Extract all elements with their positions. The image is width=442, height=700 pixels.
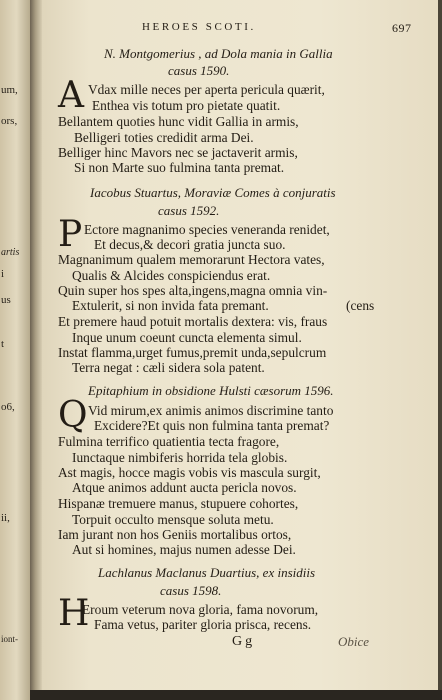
book-gutter [30, 0, 42, 700]
left-fragment: ii, [1, 512, 10, 524]
signature-mark: Gg [232, 634, 256, 649]
verse-line: Enthea vis totum pro pietate quatit. [92, 98, 281, 113]
verse-line: Magnanimum qualem memorarunt Hectora vates, [58, 252, 325, 267]
drop-capital: A [58, 75, 84, 116]
right-page-edge [438, 0, 442, 700]
section-heading: Iacobus Stuartus, Moraviæ Comes à conjuratis [90, 185, 336, 200]
verse-line: Hispanæ tremuere manus, stupuere cohortes, [58, 496, 299, 511]
left-page-edge [0, 0, 30, 700]
left-fragment: iont- [1, 634, 18, 644]
verse-line: Iam jurant non hos Geniis mortalibus ortos, [58, 527, 292, 542]
verse-line: Fama vetus, pariter gloria prisca, recens. [94, 617, 312, 632]
verse-line: Belliger hinc Mavors nec se jactaverit armis, [58, 145, 298, 160]
page [42, 0, 438, 700]
verse-line: Excidere?Et quis non fulmina tanta premat? [94, 418, 330, 433]
verse-line: Iunctaque nimbiferis horrida tela globis. [72, 450, 288, 465]
verse-line: Quin super hos spes alta,ingens,magna omnia vin- [58, 283, 328, 298]
verse-line: Terra negat : cæli sidera sola patent. [72, 360, 265, 375]
verse-line: Qualis & Alcides conspiciendus erat. [72, 268, 271, 283]
left-fragment: artis [1, 247, 20, 258]
verse-line: Atque animos addunt aucta pericla novos. [72, 480, 297, 495]
verse-line: Belligeri toties credidit arma Dei. [74, 130, 254, 145]
catchword: Obice [338, 634, 370, 649]
drop-capital: H [58, 593, 90, 634]
section-heading: casus 1598. [160, 583, 222, 598]
left-fragment: t [1, 338, 5, 350]
verse-line: Vid mirum,ex animis animos discrimine tanto [88, 403, 334, 418]
left-fragment: us [1, 294, 11, 306]
left-fragment: i [1, 268, 5, 280]
verse-line: Torpuit occulto mensque soluta metu. [72, 512, 274, 527]
verse-line: Si non Marte suo fulmina tanta premat. [74, 160, 285, 175]
section-heading: casus 1592. [158, 203, 220, 218]
verse-line: Bellantem quoties hunc vidit Gallia in armis, [58, 114, 299, 129]
drop-capital: Q [58, 395, 88, 436]
verse-line: Et decus,& decori gratia juncta suo. [94, 237, 286, 252]
verse-line: Aut si homines, majus numen adesse Dei. [72, 542, 296, 557]
verse-line: Et premere haud potuit mortalis dextera: vis, fraus [58, 314, 328, 329]
verse-line: Eroum veterum nova gloria, fama novorum, [82, 602, 319, 617]
section-heading: Epitaphium in obsidione Hulsti cæsorum 1596. [88, 383, 334, 398]
left-fragment: ors, [1, 115, 18, 127]
left-fragment: um, [1, 84, 18, 96]
section-heading: N. Montgomerius , ad Dola mania in Gallia [104, 46, 333, 61]
running-head: HEROES SCOTI. [142, 21, 256, 33]
verse-line: Ast magis, hocce magis vobis vis mascula surgit, [58, 465, 321, 480]
verse-line: Inque unum coeunt cuncta elementa simul. [72, 330, 302, 345]
section-heading: Lachlanus Maclanus Duartius, ex insidiis [98, 565, 316, 580]
verse-line: Vdax mille neces per aperta pericula quærit, [88, 82, 325, 97]
drop-capital: P [58, 214, 83, 255]
section-heading: casus 1590. [168, 63, 230, 78]
left-fragment: o6, [1, 401, 15, 413]
verse-line: Ectore magnanimo species veneranda renidet, [84, 222, 330, 237]
verse-line: Extulerit, si non invida fata premant. [72, 298, 269, 313]
page-number: 697 [392, 21, 412, 35]
verse-line: Fulmina terrifico quatientia tecta fragore, [58, 434, 280, 449]
verse-line-turnover: (cens [346, 298, 375, 313]
bottom-edge [30, 690, 442, 700]
verse-line: Instat flamma,urget fumus,premit unda,sepulcrum [58, 345, 327, 360]
